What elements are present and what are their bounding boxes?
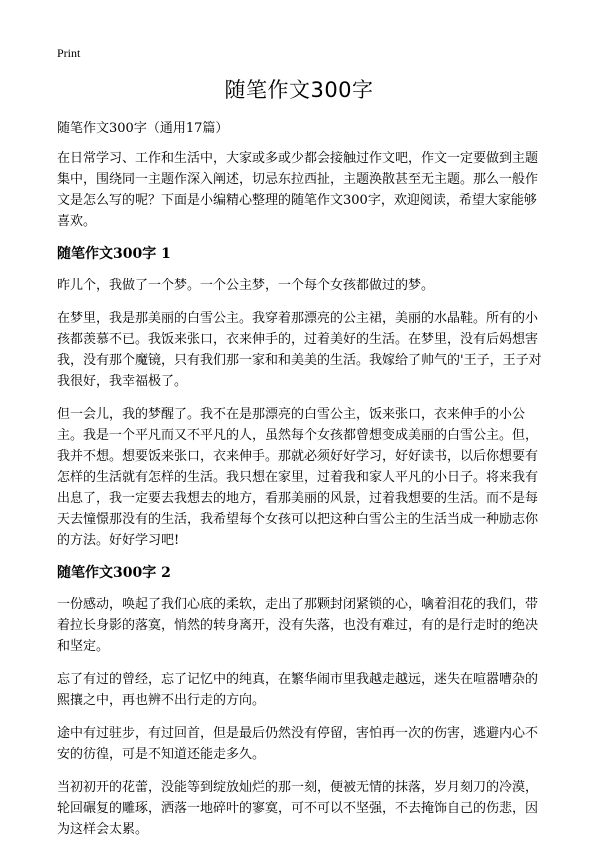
document-body bbox=[57, 118, 549, 852]
section-1-paragraph-2: 在梦里，我是那美丽的白雪公主。我穿着那漂亮的公主裙，美丽的水晶鞋。所有的小孩都羡慕不已。我饭来张口，衣来伸手的，过着美好的生活。在梦里，没有后妈想害我，没有那个魔镜，只有我们那一家和和美美的生活。我嫁给了帅气的'王子，王子对我很好，我幸福极了。 bbox=[57, 311, 542, 389]
section-2-paragraph-4: 当初初开的花蕾，没能等到绽放灿烂的那一刻，便被无情的抹落，岁月刻刀的冷漠，轮回碾复的雕琢，洒落一地碎叶的寥寞，可不可以不坚强，不去掩饰自己的伤悲，因为这样会太累。 bbox=[57, 780, 539, 837]
section-2-paragraph-1: 一份感动，唤起了我们心底的柔软，走出了那颗封闭紧锁的心，噙着泪花的我们，带着拉长身影的落寞，悄然的转身离开，没有失落，也没有难过，有的是行走时的绝决和坚定。 bbox=[57, 597, 539, 654]
document-subtitle: 随笔作文300字（通用17篇） bbox=[57, 121, 229, 136]
section-heading-2: 随笔作文300字 2 bbox=[57, 565, 171, 581]
section-1-paragraph-3: 但一会儿，我的梦醒了。我不在是那漂亮的白雪公主，饭来张口，衣来伸手的小公主。我是一个平凡而又不平凡的人，虽然每个女孩都曾想变成美丽的白雪公主。但，我并不想。想要饭来张口，衣来伸手。那就必须好好学习，好好读书，以后你想要有怎样的生活就有怎样的生活。我只想在家里，过着我和家人平凡的小日子。将来我有出息了，我一定要去我想去的地方，看那美丽的风景，过着我想要的生活。而不是每天去憧憬那没有的生活，我希望每个女孩可以把这种白雪公主的生活当成一种励志你的方法。好好学习吧! bbox=[57, 407, 539, 548]
print-link[interactable]: Print bbox=[57, 46, 81, 60]
section-heading-1: 随笔作文300字 1 bbox=[57, 246, 171, 262]
intro-paragraph: 在日常学习、工作和生活中，大家或多或少都会接触过作文吧，作文一定要做到主题集中，围绕同一主题作深入阐述，切忌东拉西扯，主题涣散甚至无主题。那么一般作文是怎么写的呢？下面是小编精心整理的随笔作文300字，欢迎阅读，希望大家能够喜欢。 bbox=[57, 151, 539, 229]
section-2-paragraph-2: 忘了有过的曾经，忘了记忆中的纯真，在繁华闹市里我越走越远，迷失在喧嚣嘈杂的熙攘之中，再也辨不出行走的方向。 bbox=[57, 672, 539, 708]
section-1-paragraph-1: 昨儿个，我做了一个梦。一个公主梦，一个每个女孩都做过的梦。 bbox=[57, 278, 435, 293]
document-title: 随笔作文300字 bbox=[224, 78, 374, 102]
section-2-paragraph-3: 途中有过驻步，有过回首，但是最后仍然没有停留，害怕再一次的伤害，逃避内心不安的彷徨，可是不知道还能走多久。 bbox=[57, 726, 539, 762]
